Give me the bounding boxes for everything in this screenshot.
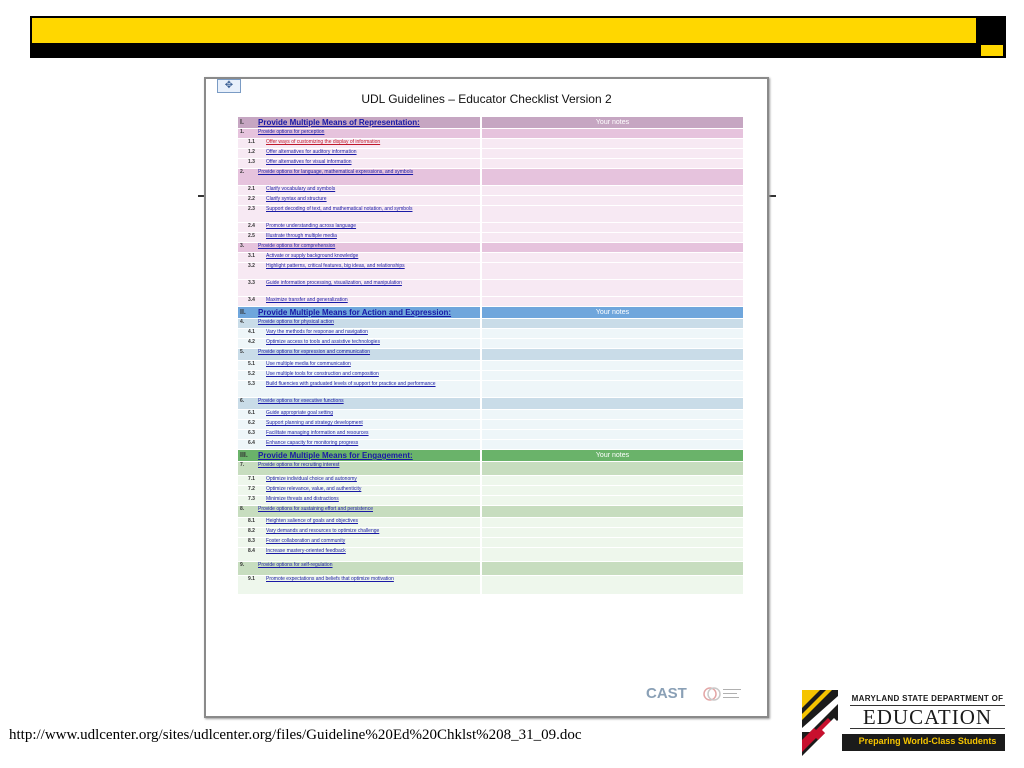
notes-cell[interactable] [482,528,743,537]
item-cell [238,576,480,594]
checkpoint-row [238,159,743,168]
item-number: 9.1 [248,576,255,582]
notes-cell[interactable] [482,562,743,575]
principle-number: III. [240,452,248,459]
item-cell [238,548,480,561]
item-number: 7.2 [248,486,255,492]
notes-cell[interactable] [482,206,743,222]
notes-cell[interactable] [482,280,743,296]
slide-header-band [30,16,1006,44]
principle-title-link[interactable]: Provide Multiple Means of Representation: [258,118,420,127]
checkpoint-row [238,410,743,419]
checkpoint-row [238,263,743,279]
guideline-row [238,462,743,475]
notes-cell[interactable] [482,462,743,475]
checkpoint-row [238,486,743,495]
principle-section [238,450,743,594]
checkpoint-row [238,430,743,439]
item-cell [238,440,480,449]
item-cell [238,263,480,279]
item-number: 1. [240,129,245,135]
item-link[interactable]: Optimize individual choice and autonomy [266,476,357,482]
item-cell [238,398,480,409]
notes-cell[interactable] [482,548,743,561]
item-link[interactable]: Provide options for comprehension [258,243,336,249]
notes-cell[interactable] [482,186,743,195]
notes-cell[interactable] [482,223,743,232]
guideline-row [238,506,743,517]
notes-cell[interactable] [482,410,743,419]
item-cell [238,297,480,306]
item-link[interactable]: Offer alternatives for auditory information [266,149,357,155]
item-number: 3. [240,243,245,249]
item-cell [238,186,480,195]
notes-cell[interactable] [482,381,743,397]
checkpoint-row [238,186,743,195]
item-number: 4.1 [248,329,255,335]
principle-section [238,307,743,449]
notes-cell[interactable] [482,430,743,439]
notes-cell[interactable] [482,496,743,505]
item-link[interactable]: Illustrate through multiple media [266,233,337,239]
item-number: 2. [240,169,245,175]
item-cell [238,420,480,429]
slide-header-shadow [30,43,1006,58]
item-number: 2.4 [248,223,255,229]
item-link[interactable]: Provide options for language, mathematical expressions, and symbols [258,169,414,175]
your-notes-header: Your notes [482,450,743,461]
principle-title-link[interactable]: Provide Multiple Means for Engagement: [258,451,413,460]
checkpoint-row [238,297,743,306]
guideline-row [238,129,743,138]
checklist-document [204,77,769,718]
item-number: 2.1 [248,186,255,192]
notes-cell[interactable] [482,349,743,360]
item-link[interactable]: Optimize access to tools and assistive technologies [266,339,380,345]
item-number: 3.1 [248,253,255,259]
principle-header [238,450,743,461]
checkpoint-row [238,476,743,485]
checkpoint-row [238,149,743,158]
item-cell [238,476,480,485]
checkpoint-row [238,548,743,561]
source-url[interactable]: http://www.udlcenter.org/sites/udlcenter.org/files/Guideline%20Ed%20Chklst%208_31_09.doc [9,727,582,743]
checklist-table [238,117,743,595]
item-link[interactable]: Highlight patterns, critical features, big ideas, and relationships [266,263,405,269]
principle-header [238,117,743,128]
item-number: 7.3 [248,496,255,502]
msde-logo [802,690,1005,756]
notes-cell[interactable] [482,139,743,148]
checkpoint-row [238,206,743,222]
item-number: 4.2 [248,339,255,345]
checkpoint-row [238,361,743,370]
item-cell [238,253,480,262]
item-cell [238,381,480,397]
notes-cell[interactable] [482,319,743,328]
item-link[interactable]: Provide options for expression and communication [258,349,371,355]
item-cell [238,196,480,205]
item-number: 3.2 [248,263,255,269]
principle-title-cell [238,450,480,461]
slide-rule-right [768,195,776,197]
item-cell [238,206,480,222]
item-number: 6. [240,398,245,404]
checkpoint-row [238,538,743,547]
document-title: UDL Guidelines – Educator Checklist Version 2 [361,92,612,106]
your-notes-header: Your notes [482,307,743,318]
item-number: 5.2 [248,371,255,377]
item-link[interactable]: Maximize transfer and generalization [266,297,348,303]
item-cell [238,528,480,537]
item-cell [238,139,480,148]
item-link[interactable]: Offer alternatives for visual information [266,159,352,165]
principle-title-cell [238,307,480,318]
principle-number: I. [240,119,244,126]
item-link[interactable]: Facilitate managing information and resources [266,430,369,436]
item-link[interactable]: Build fluencies with graduated levels of support for practice and performance [266,381,436,387]
item-link[interactable]: Clarify syntax and structure [266,196,327,202]
notes-cell[interactable] [482,371,743,380]
item-number: 2.5 [248,233,255,239]
item-cell [238,169,480,185]
checkpoint-row [238,381,743,397]
principle-header [238,307,743,318]
item-link[interactable]: Use multiple tools for construction and composition [266,371,379,377]
move-handle-icon[interactable]: ✥ [217,79,241,93]
guideline-row [238,398,743,409]
principle-title-link[interactable]: Provide Multiple Means for Action and Expression: [258,308,452,317]
item-number: 6.3 [248,430,255,436]
notes-cell[interactable] [482,538,743,547]
item-link[interactable]: Provide options for sustaining effort and persistence [258,506,373,512]
item-cell [238,329,480,338]
item-cell [238,280,480,296]
notes-cell[interactable] [482,149,743,158]
checkpoint-row [238,233,743,242]
notes-cell[interactable] [482,233,743,242]
item-link[interactable]: Clarify vocabulary and symbols [266,186,336,192]
item-cell [238,371,480,380]
item-cell [238,538,480,547]
msde-department-text: MARYLAND STATE DEPARTMENT OF [851,694,1004,703]
item-link[interactable]: Provide options for perception [258,129,325,135]
notes-cell[interactable] [482,361,743,370]
cast-logo-text: CAST [646,685,687,702]
item-number: 6.2 [248,420,255,426]
notes-cell[interactable] [482,253,743,262]
notes-cell[interactable] [482,263,743,279]
item-number: 1.1 [248,139,255,145]
item-cell [238,149,480,158]
notes-cell[interactable] [482,159,743,168]
item-link[interactable]: Optimize relevance, value, and authenticity [266,486,362,492]
item-link[interactable]: Promote expectations and beliefs that optimize motivation [266,576,394,582]
guideline-row [238,319,743,328]
checkpoint-row [238,518,743,527]
item-link[interactable]: Offer ways of customizing the display of information [266,139,381,145]
notes-cell[interactable] [482,329,743,338]
item-cell [238,496,480,505]
item-number: 8.3 [248,538,255,544]
notes-cell[interactable] [482,398,743,409]
item-number: 1.3 [248,159,255,165]
checkpoint-row [238,371,743,380]
notes-cell[interactable] [482,440,743,449]
item-number: 2.3 [248,206,255,212]
item-number: 6.1 [248,410,255,416]
item-cell [238,159,480,168]
guideline-row [238,562,743,575]
item-link[interactable]: Provide options for executive functions [258,398,344,404]
item-number: 8.4 [248,548,255,554]
item-cell [238,223,480,232]
notes-cell[interactable] [482,243,743,252]
item-cell [238,462,480,475]
notes-cell[interactable] [482,420,743,429]
item-number: 6.4 [248,440,255,446]
item-cell [238,430,480,439]
checkpoint-row [238,528,743,537]
item-link[interactable]: Support planning and strategy development [266,420,363,426]
item-link[interactable]: Guide appropriate goal setting [266,410,333,416]
item-cell [238,129,480,138]
msde-education-text: EDUCATION [850,705,1005,729]
checkpoint-row [238,576,743,594]
notes-cell[interactable] [482,518,743,527]
checkpoint-row [238,339,743,348]
item-cell [238,361,480,370]
guideline-row [238,169,743,185]
item-link[interactable]: Provide options for recruiting interest [258,462,340,468]
guideline-row [238,243,743,252]
checkpoint-row [238,196,743,205]
item-link[interactable]: Enhance capacity for monitoring progress [266,440,359,446]
guideline-row [238,349,743,360]
item-cell [238,233,480,242]
item-number: 9. [240,562,245,568]
item-number: 8. [240,506,245,512]
item-cell [238,349,480,360]
notes-cell[interactable] [482,196,743,205]
item-number: 7. [240,462,245,468]
item-link[interactable]: Use multiple media for communication [266,361,351,367]
item-link[interactable]: Increase mastery-oriented feedback [266,548,346,554]
item-link[interactable]: Foster collaboration and community [266,538,346,544]
item-link[interactable]: Vary demands and resources to optimize challenge [266,528,380,534]
item-cell [238,518,480,527]
notes-cell[interactable] [482,297,743,306]
item-number: 1.2 [248,149,255,155]
item-link[interactable]: Promote understanding across language [266,223,357,229]
item-cell [238,243,480,252]
item-number: 5.1 [248,361,255,367]
item-link[interactable]: Heighten salience of goals and objectives [266,518,359,524]
checkpoint-row [238,253,743,262]
item-link[interactable]: Guide information processing, visualization, and manipulation [266,280,402,286]
checkpoint-row [238,420,743,429]
checkpoint-row [238,280,743,296]
checkpoint-row [238,440,743,449]
item-cell [238,486,480,495]
principle-title-cell [238,117,480,128]
item-number: 3.3 [248,280,255,286]
item-number: 7.1 [248,476,255,482]
item-number: 5. [240,349,245,355]
notes-cell[interactable] [482,169,743,185]
cast-logo-icon [703,685,743,703]
checkpoint-row [238,223,743,232]
msde-tagline: Preparing World-Class Students [858,736,997,746]
notes-cell[interactable] [482,576,743,594]
principle-number: II. [240,309,246,316]
item-link[interactable]: Support decoding of text, and mathematical notation, and symbols [266,206,413,212]
item-number: 3.4 [248,297,255,303]
slide-header-corner [976,16,1006,43]
item-number: 8.1 [248,518,255,524]
item-cell [238,319,480,328]
notes-cell[interactable] [482,476,743,485]
item-cell [238,506,480,517]
notes-cell[interactable] [482,506,743,517]
item-link[interactable]: Provide options for physical action [258,319,334,325]
checkpoint-row [238,329,743,338]
item-cell [238,562,480,575]
slide-header-corner-accent [981,45,1003,56]
notes-cell[interactable] [482,339,743,348]
item-number: 4. [240,319,245,325]
checkpoint-row [238,139,743,148]
item-link[interactable]: Provide options for self-regulation [258,562,333,568]
notes-cell[interactable] [482,486,743,495]
item-cell [238,410,480,419]
item-link[interactable]: Minimize threats and distractions [266,496,339,502]
item-number: 2.2 [248,196,255,202]
notes-cell[interactable] [482,129,743,138]
item-link[interactable]: Activate or supply background knowledge [266,253,359,259]
your-notes-header: Your notes [482,117,743,128]
item-number: 5.3 [248,381,255,387]
item-link[interactable]: Vary the methods for response and navigation [266,329,368,335]
principle-section [238,117,743,306]
item-cell [238,339,480,348]
item-number: 8.2 [248,528,255,534]
checkpoint-row [238,496,743,505]
